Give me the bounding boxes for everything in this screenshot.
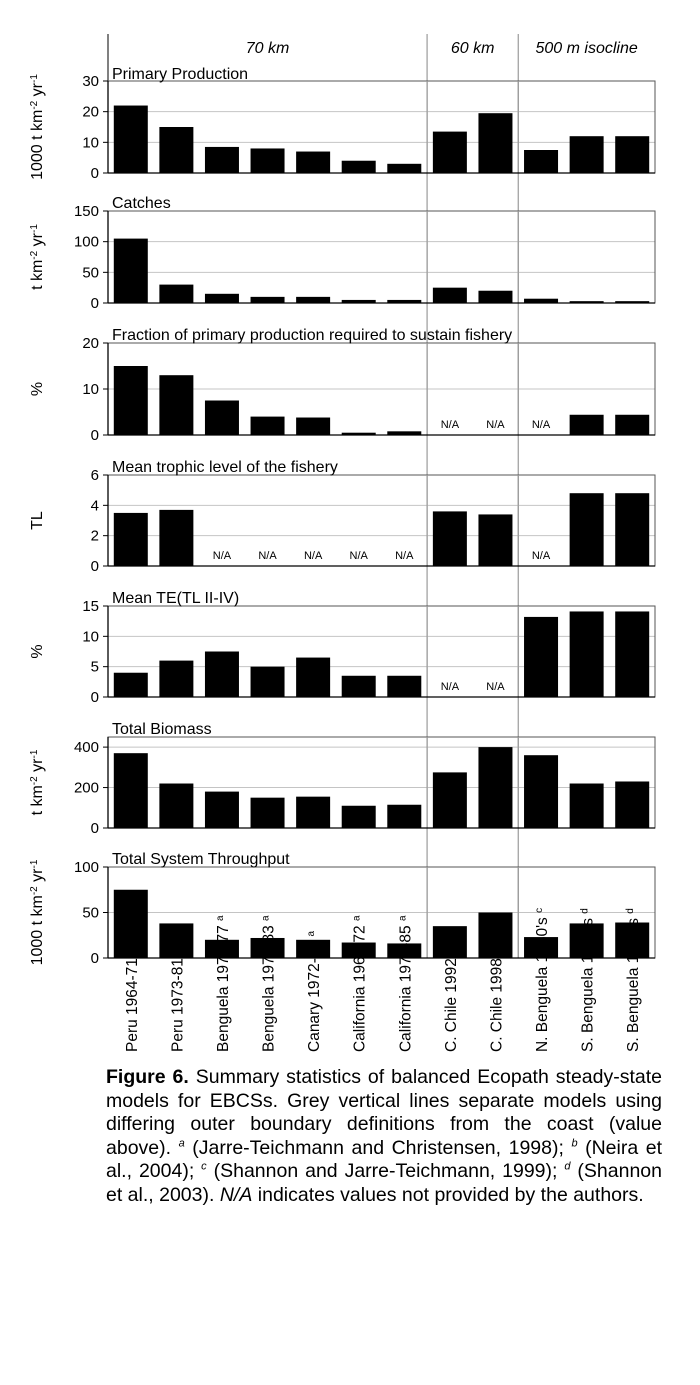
- category-label-8: [488, 948, 506, 1052]
- category-ref-7: b: [442, 948, 454, 954]
- bar-p0-9: [524, 150, 558, 173]
- category-name-7: C. Chile 1992: [442, 953, 460, 1052]
- group-header-2: 500 m isocline: [535, 40, 638, 57]
- panel-title-5: Total Biomass: [112, 721, 212, 738]
- category-label-4: [306, 931, 324, 1052]
- category-label-1: [169, 948, 187, 1052]
- category-name-4: Canary 1972-79: [306, 936, 324, 1052]
- y-axis-label-part-6-2: yr: [29, 868, 46, 887]
- category-ref-0: a: [123, 948, 135, 954]
- category-ref-2: a: [214, 915, 226, 921]
- bar-p4-1: [159, 661, 193, 697]
- panel-title-6: Total System Throughput: [112, 851, 290, 868]
- bar-p0-0: [114, 106, 148, 173]
- y-tick-label-p1-0: 0: [90, 295, 99, 312]
- bar-p4-6: [387, 676, 421, 697]
- bar-p5-2: [205, 792, 239, 828]
- bar-p2-5: [342, 433, 376, 435]
- bar-p4-11: [615, 611, 649, 697]
- bar-p5-5: [342, 806, 376, 828]
- panel-title-3: Mean trophic level of the fishery: [112, 459, 338, 476]
- category-label-6: [397, 915, 415, 1052]
- y-axis-label-part-5-1: -2: [28, 776, 40, 786]
- bar-p0-7: [433, 132, 467, 173]
- na-label-p3-4: N/A: [303, 550, 323, 562]
- ref-a-mark: a: [178, 1137, 185, 1150]
- y-axis-label-5: [29, 749, 47, 815]
- y-axis-label-part-5-0: t km: [29, 785, 46, 816]
- bar-p5-1: [159, 784, 193, 828]
- bar-p1-3: [251, 297, 285, 303]
- y-tick-label-p1-2: 100: [73, 233, 99, 251]
- category-ref-4: a: [305, 930, 317, 937]
- bar-p1-5: [342, 300, 376, 303]
- bar-p2-1: [159, 375, 193, 435]
- category-label-7: [442, 948, 460, 1052]
- y-tick-label-p2-0: 0: [90, 427, 99, 444]
- bar-p0-6: [387, 164, 421, 173]
- y-tick-label-p5-2: 400: [73, 739, 99, 757]
- bar-p4-2: [205, 652, 239, 698]
- y-tick-label-p5-1: 200: [73, 779, 99, 797]
- ref-a-text: (Jarre-Teichmann and Christensen, 1998);: [184, 1136, 572, 1159]
- y-axis-label-part-5-3: -1: [28, 749, 40, 759]
- y-axis-label-part-0-3: -1: [28, 74, 40, 83]
- category-label-3: [260, 915, 278, 1052]
- na-label-p2-7: N/A: [440, 419, 460, 431]
- y-tick-label-p3-2: 4: [90, 497, 99, 515]
- bar-p1-6: [387, 300, 421, 303]
- y-tick-label-p0-0: 0: [90, 165, 99, 182]
- category-label-2: [214, 915, 232, 1052]
- y-axis-label-part-4-0: %: [29, 644, 46, 659]
- y-tick-label-p4-3: 15: [82, 598, 99, 615]
- bar-p4-5: [342, 676, 376, 697]
- bar-p4-3: [251, 667, 285, 697]
- na-term: N/A: [219, 1183, 253, 1206]
- bar-p0-4: [296, 152, 330, 173]
- y-tick-label-p2-2: 20: [82, 335, 99, 352]
- y-tick-label-p0-1: 10: [82, 134, 99, 152]
- category-label-0: [123, 948, 141, 1052]
- na-label-p3-6: N/A: [395, 550, 414, 562]
- ref-b-text: (Neira et al., 2004);: [106, 1136, 662, 1183]
- caption-text: Summary statistics of balanced Ecopath steady-state models for EBCSs. Grey vertical lines separate models using differing outer boundary definitions from the coast (value above).: [106, 1066, 662, 1159]
- bar-p1-4: [296, 297, 330, 303]
- bar-p5-0: [114, 753, 148, 828]
- bar-p3-1: [159, 510, 193, 566]
- category-name-3: Benguela 1978-83: [260, 920, 278, 1052]
- y-axis-label-part-1-1: -2: [28, 250, 40, 260]
- y-tick-label-p3-0: 0: [90, 558, 99, 575]
- y-tick-label-p3-3: 6: [90, 467, 99, 484]
- category-label-9: [534, 908, 552, 1052]
- category-label-11: [625, 908, 643, 1052]
- y-tick-label-p5-0: 0: [90, 820, 99, 837]
- ref-c-mark: c: [201, 1160, 207, 1173]
- bar-p2-11: [615, 415, 649, 435]
- na-label-p3-2: N/A: [212, 550, 232, 562]
- y-axis-label-part-6-0: 1000 t km: [29, 895, 46, 966]
- bar-p2-4: [296, 418, 330, 435]
- bar-p4-10: [570, 611, 604, 697]
- bar-p1-0: [114, 239, 148, 303]
- category-name-9: N. Benguela 1980's: [534, 912, 552, 1052]
- category-ref-6: a: [396, 915, 408, 922]
- bar-p5-3: [251, 798, 285, 828]
- category-ref-3: a: [260, 915, 272, 921]
- y-axis-label-3: [29, 511, 46, 530]
- y-axis-label-part-6-1: -2: [28, 886, 40, 896]
- bar-p1-10: [570, 301, 604, 303]
- bar-p2-6: [387, 431, 421, 435]
- category-ref-9: c: [533, 907, 545, 913]
- bar-p1-9: [524, 299, 558, 303]
- panel-title-2: Fraction of primary production required to sustain fishery: [112, 327, 513, 344]
- group-header-0: 70 km: [245, 40, 290, 57]
- bar-p1-7: [433, 288, 467, 303]
- category-ref-11: d: [624, 908, 636, 914]
- bar-p0-11: [615, 136, 649, 173]
- y-axis-label-part-0-2: yr: [29, 82, 46, 101]
- y-axis-label-part-5-2: yr: [29, 758, 46, 777]
- ref-c-text: (Shannon and Jarre-Teichmann, 1999);: [206, 1160, 565, 1183]
- y-axis-label-0: [29, 74, 47, 180]
- category-label-10: [579, 908, 597, 1052]
- category-ref-8: b: [487, 948, 499, 954]
- y-axis-label-2: [29, 382, 46, 396]
- ref-d-mark: d: [564, 1160, 571, 1173]
- category-name-5: California 1965-72: [351, 921, 369, 1052]
- y-tick-label-p1-3: 150: [73, 203, 99, 220]
- bar-p4-9: [524, 617, 558, 697]
- y-tick-label-p3-1: 2: [90, 527, 99, 545]
- category-name-1: Peru 1973-81: [169, 953, 187, 1052]
- bar-p2-2: [205, 401, 239, 436]
- na-label-p2-8: N/A: [486, 419, 505, 431]
- bar-p5-7: [433, 772, 467, 828]
- y-tick-label-p6-0: 0: [90, 950, 99, 967]
- y-tick-label-p4-0: 0: [90, 689, 99, 706]
- bar-p3-0: [114, 513, 148, 566]
- y-axis-label-part-1-3: -1: [28, 224, 40, 233]
- bar-p0-8: [478, 113, 512, 173]
- y-axis-label-part-0-0: 1000 t km: [29, 109, 46, 180]
- y-axis-label-part-1-2: yr: [29, 233, 46, 251]
- category-label-5: [351, 915, 369, 1052]
- figure-label: Figure 6.: [106, 1066, 189, 1088]
- y-tick-label-p0-2: 20: [82, 103, 99, 121]
- y-tick-label-p6-2: 100: [73, 859, 99, 876]
- na-label-p2-9: N/A: [531, 419, 551, 431]
- category-name-8: C. Chile 1998: [488, 953, 506, 1052]
- y-tick-label-p4-2: 10: [82, 628, 99, 646]
- category-name-11: S. Benguela 1990's: [625, 913, 643, 1052]
- bar-p3-8: [478, 514, 512, 566]
- na-label-p4-7: N/A: [440, 681, 460, 693]
- category-ref-1: a: [168, 948, 180, 954]
- category-ref-5: a: [351, 915, 363, 922]
- bar-p0-5: [342, 161, 376, 173]
- y-axis-label-4: [29, 644, 46, 658]
- figure-caption: [106, 1066, 662, 1208]
- ref-b-mark: b: [571, 1137, 578, 1150]
- bar-p1-11: [615, 301, 649, 303]
- bar-p4-4: [296, 658, 330, 697]
- bar-p0-3: [251, 148, 285, 173]
- category-name-2: Benguela 1971-77: [214, 920, 232, 1052]
- bar-p3-11: [615, 493, 649, 566]
- bar-p5-4: [296, 797, 330, 828]
- na-label-p3-9: N/A: [531, 550, 551, 562]
- bar-p0-10: [570, 136, 604, 173]
- bar-p0-1: [159, 127, 193, 173]
- panel-title-0: Primary Production: [112, 66, 249, 83]
- category-ref-10: d: [579, 908, 591, 914]
- bar-p5-8: [478, 747, 512, 828]
- bar-p2-3: [251, 417, 285, 435]
- bar-p5-6: [387, 805, 421, 828]
- category-name-0: Peru 1964-71: [123, 953, 141, 1052]
- bar-p5-11: [615, 781, 649, 828]
- na-text: indicates values not provided by the authors.: [252, 1183, 644, 1206]
- bar-p3-10: [570, 493, 604, 566]
- panel-title-1: Catches: [112, 195, 171, 212]
- y-tick-label-p1-1: 50: [82, 264, 99, 282]
- y-tick-label-p0-3: 30: [82, 73, 99, 90]
- category-name-6: California 1977-85: [397, 921, 415, 1052]
- y-axis-label-part-2-0: %: [29, 381, 46, 397]
- na-label-p3-5: N/A: [349, 550, 368, 562]
- panel-title-4: Mean TE(TL II-IV): [112, 590, 240, 607]
- bar-p5-10: [570, 784, 604, 828]
- bar-p2-0: [114, 366, 148, 435]
- na-label-p3-3: N/A: [258, 550, 277, 562]
- bar-p0-2: [205, 147, 239, 173]
- bar-p2-10: [570, 415, 604, 435]
- y-tick-label-p4-1: 5: [90, 658, 99, 676]
- y-axis-label-1: [29, 224, 47, 290]
- y-axis-label-6: [29, 859, 47, 965]
- bar-p5-9: [524, 755, 558, 828]
- y-axis-label-part-3-0: TL: [29, 511, 46, 530]
- group-header-1: 60 km: [450, 40, 495, 57]
- y-axis-label-part-1-0: t km: [29, 259, 46, 290]
- bar-p4-0: [114, 673, 148, 697]
- na-label-p4-8: N/A: [486, 681, 505, 693]
- bar-p1-8: [478, 291, 512, 303]
- bar-p3-7: [433, 511, 467, 566]
- bar-p1-2: [205, 294, 239, 303]
- bar-p1-1: [159, 285, 193, 303]
- category-name-10: S. Benguela 1980's: [579, 913, 597, 1052]
- ref-d-text: (Shannon et al., 2003).: [106, 1160, 663, 1206]
- y-axis-label-part-0-1: -2: [28, 100, 40, 110]
- y-tick-label-p2-1: 10: [82, 381, 99, 398]
- bar-p6-0: [114, 890, 148, 958]
- y-axis-label-part-6-3: -1: [28, 859, 40, 869]
- y-tick-label-p6-1: 50: [82, 904, 99, 922]
